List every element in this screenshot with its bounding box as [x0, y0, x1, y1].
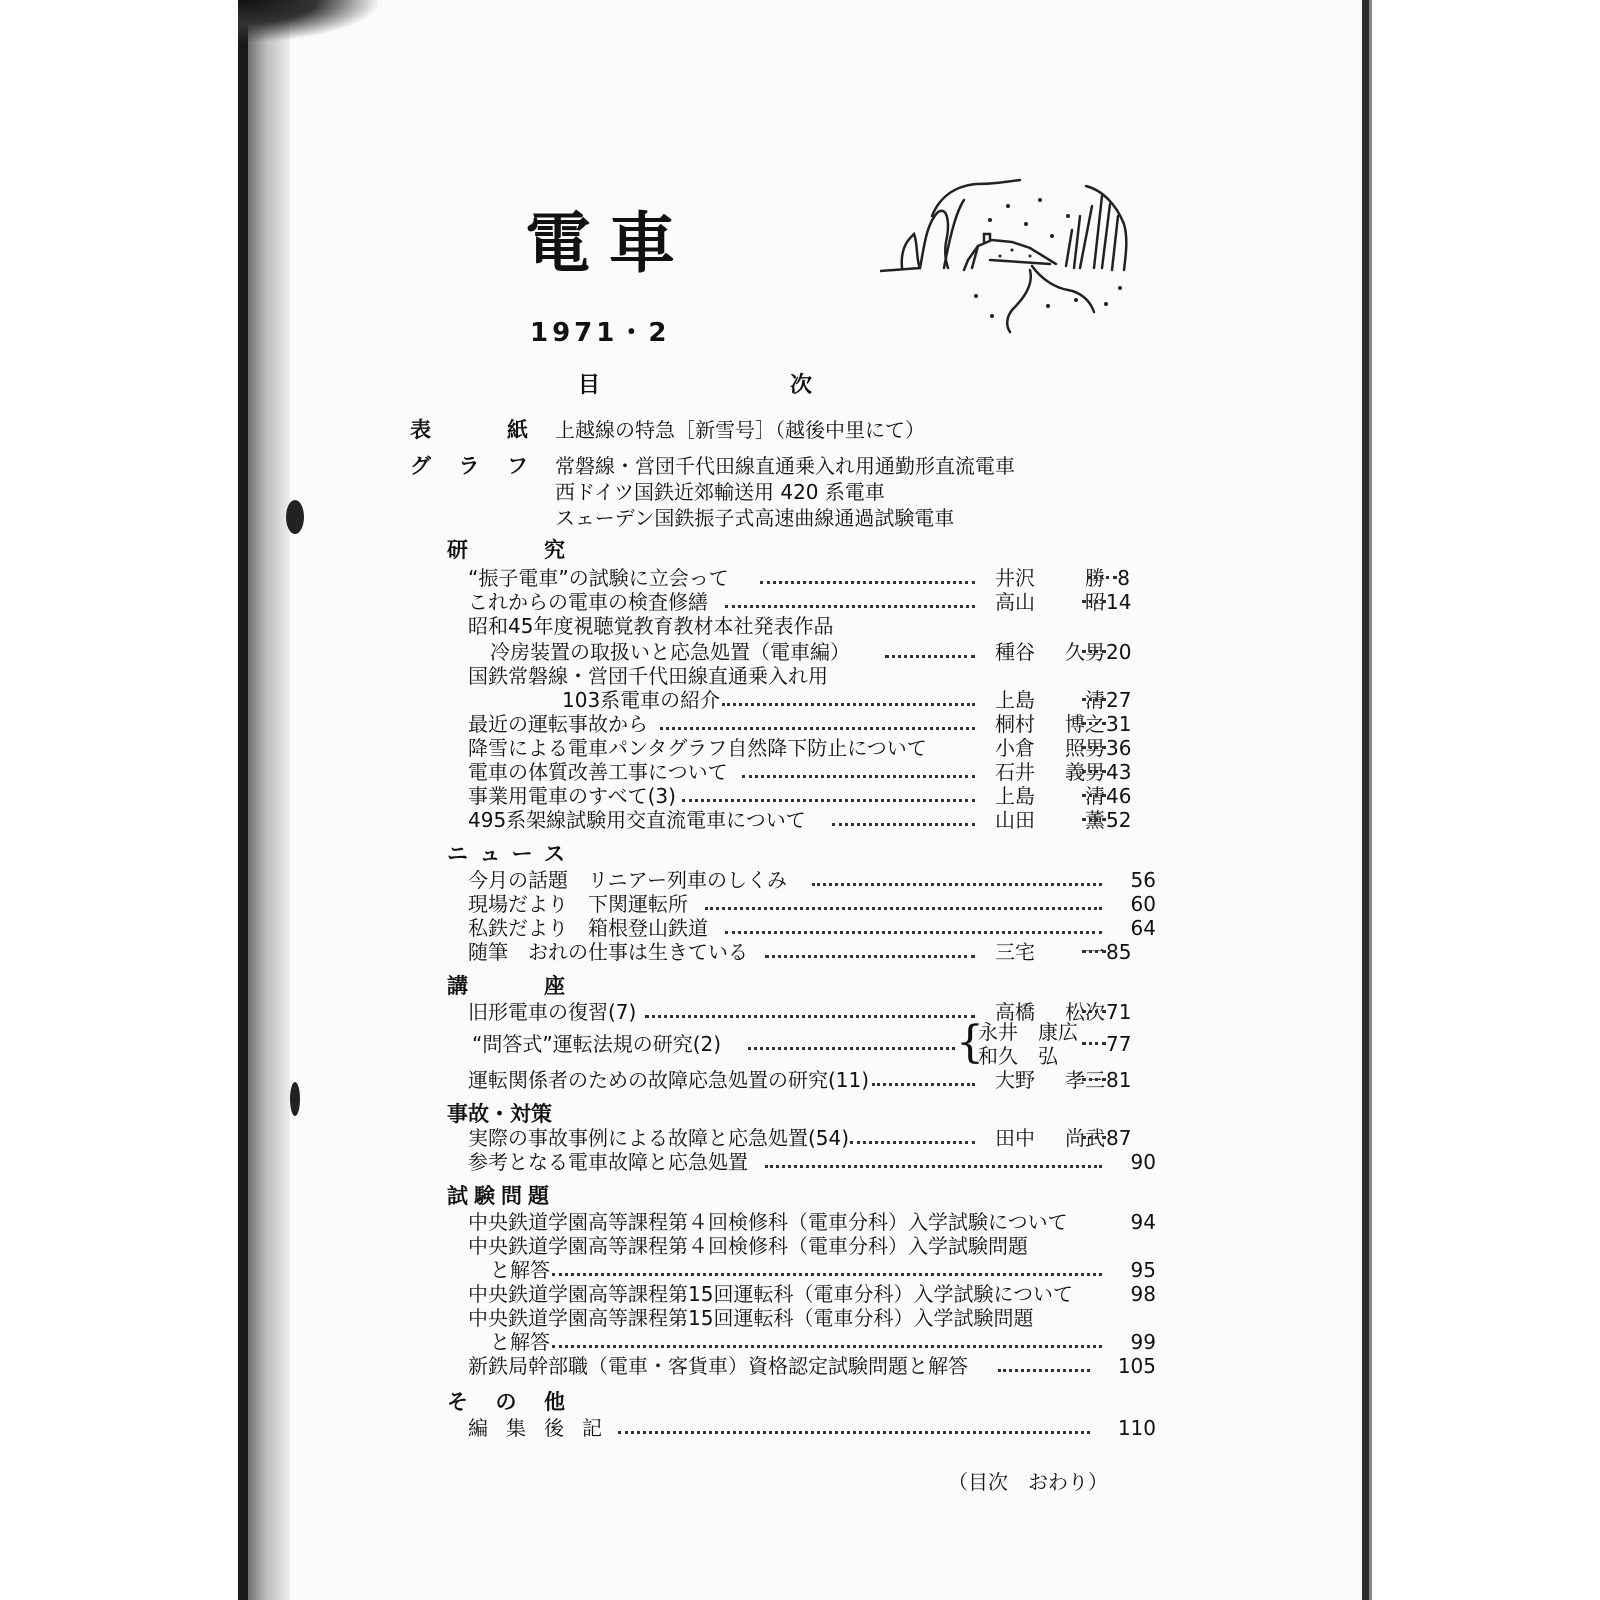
dot-leader — [1082, 1010, 1106, 1013]
entry-title: 103系電車の紹介 — [562, 688, 721, 712]
entry-page: 56 — [1130, 868, 1156, 892]
entry-page-number: 81 — [1106, 1068, 1132, 1092]
entry-title: 今月の話題 リニアー列車のしくみ — [468, 868, 787, 892]
section-title-char: ニ — [447, 842, 468, 866]
author-name-part: 井沢 — [995, 566, 1035, 590]
entry-page: 64 — [1130, 916, 1156, 940]
dot-leader — [660, 727, 975, 730]
toc-entry — [0, 784, 1160, 808]
toc-entry — [0, 1416, 1160, 1440]
toc-entry — [0, 760, 1160, 784]
dot-leader — [1082, 1042, 1106, 1045]
snow-house-illustration — [880, 176, 1140, 336]
dot-leader — [1082, 722, 1106, 725]
author-name-part: 薫 — [1085, 808, 1105, 832]
entry-page — [1082, 712, 1130, 736]
entry-page-number: 52 — [1106, 808, 1132, 832]
entry-title: 495系架線試験用交直流電車について — [468, 808, 806, 832]
entry-page — [1082, 1068, 1130, 1092]
entry-title: 参考となる電車故障と応急処置 — [468, 1150, 748, 1174]
toc-end-note: （目次 おわり） — [948, 1470, 1108, 1494]
section-title-char: 座 — [544, 974, 565, 998]
section-title-char: 他 — [544, 1390, 565, 1414]
dot-leader — [618, 1431, 1090, 1434]
toc-entry — [0, 940, 1160, 964]
entry-page-number: 36 — [1106, 736, 1132, 760]
dot-leader — [832, 823, 975, 826]
dot-leader — [552, 1345, 1102, 1348]
graph-label — [410, 454, 528, 478]
author-name-part: 高山 — [995, 590, 1035, 614]
toc-entry — [0, 1210, 1160, 1234]
author-name-part: 義男 — [1065, 760, 1105, 784]
toc-entry — [0, 1068, 1160, 1092]
entry-page — [1082, 566, 1130, 590]
cover-label-char: 表 — [410, 418, 431, 442]
dot-leader — [1082, 950, 1106, 953]
dot-leader — [872, 1083, 975, 1086]
toc-entry — [0, 640, 1160, 664]
entry-page — [1082, 940, 1130, 964]
dot-leader — [1082, 770, 1106, 773]
toc-entry — [0, 736, 1160, 760]
entry-title: 国鉄常磐線・営団千代田線直通乗入れ用 — [468, 664, 828, 688]
toc-entry — [0, 1126, 1160, 1150]
dot-leader — [1082, 650, 1106, 653]
dot-leader — [722, 703, 975, 706]
toc-entry — [0, 868, 1160, 892]
entry-page: 105 — [1117, 1354, 1156, 1378]
entry-title: 中央鉄道学園高等課程第15回運転科（電車分科）入学試験について — [468, 1282, 1074, 1306]
entry-page: 94 — [1130, 1210, 1156, 1234]
section-title-exam: 試験問題 — [447, 1184, 555, 1208]
dot-leader — [1087, 576, 1117, 579]
cover-description: 上越線の特急［新雪号］（越後中里にて） — [555, 418, 925, 442]
toc-entry — [0, 1354, 1160, 1378]
author-name-part: 清 — [1085, 688, 1105, 712]
entry-page-number: 85 — [1106, 940, 1132, 964]
entry-page — [1082, 590, 1130, 614]
magazine-title: 電車 — [525, 204, 693, 282]
author-name-part: 尚武 — [1065, 1126, 1105, 1150]
entry-author: 和久 弘 — [978, 1044, 1058, 1068]
author-name-part: 田中 — [995, 1126, 1035, 1150]
entry-title: 実際の事故事例による故障と応急処置(54) — [468, 1126, 850, 1150]
author-name-part: 上島 — [995, 688, 1035, 712]
author-name-part: 三宅 — [995, 940, 1035, 964]
toc-entry — [0, 1282, 1160, 1306]
section-title-lecture — [447, 974, 565, 998]
section-title-char: 研 — [447, 538, 468, 562]
entry-title: 中央鉄道学園高等課程第15回運転科（電車分科）入学試験問題 — [468, 1306, 1034, 1330]
entry-title: と解答 — [490, 1258, 550, 1282]
entry-page — [1082, 640, 1130, 664]
dot-leader — [1082, 1136, 1106, 1139]
toc-entry — [0, 566, 1160, 590]
entry-title: 昭和45年度視聴覚教育教材本社発表作品 — [468, 614, 834, 638]
entry-title: 編集後記 — [468, 1416, 620, 1440]
graph-item: スェーデン国鉄振子式高速曲線通過試験電車 — [555, 506, 955, 530]
graph-item: 常磐線・営団千代田線直通乗入れ用通勤形直流電車 — [555, 454, 1015, 478]
section-title-accident: 事故・対策 — [447, 1102, 552, 1126]
author-name-part: 勝 — [1085, 566, 1105, 590]
dot-leader — [765, 955, 975, 958]
dot-leader — [742, 775, 975, 778]
graph-label-char: ラ — [458, 454, 480, 478]
dot-leader — [1082, 746, 1106, 749]
section-title-char: ー — [511, 842, 533, 866]
dot-leader — [1082, 794, 1106, 797]
toc-entry — [0, 1150, 1160, 1174]
toc-entry — [0, 808, 1160, 832]
entry-page-number: 27 — [1106, 688, 1132, 712]
author-name-part: 清 — [1085, 784, 1105, 808]
entry-title: “振子電車”の試験に立会って — [468, 566, 729, 590]
entry-page — [1082, 736, 1130, 760]
cover-label-char: 紙 — [507, 418, 528, 442]
dot-leader — [725, 931, 1102, 934]
author-name-part: 照男 — [1065, 736, 1105, 760]
entry-title: 私鉄だより 箱根登山鉄道 — [468, 916, 708, 940]
author-name-part: 大野 — [995, 1068, 1035, 1092]
author-name-part: 孝三 — [1065, 1068, 1105, 1092]
entry-page: 95 — [1130, 1258, 1156, 1282]
entry-page — [1082, 688, 1130, 712]
entry-title: 中央鉄道学園高等課程第４回検修科（電車分科）入学試験について — [468, 1210, 1068, 1234]
entry-page — [1082, 1000, 1130, 1024]
entry-page-number: 8 — [1117, 566, 1130, 590]
section-title-char: 究 — [544, 538, 565, 562]
issue-date: 1971・2 — [530, 318, 671, 348]
author-name-part: 松次 — [1065, 1000, 1105, 1024]
entry-page-number: 46 — [1106, 784, 1132, 808]
author-name-part: 高橋 — [995, 1000, 1035, 1024]
dot-leader — [885, 655, 975, 658]
graph-item: 西ドイツ国鉄近郊輸送用 420 系電車 — [555, 480, 885, 504]
toc-entry — [0, 916, 1160, 940]
entry-title: 冷房装置の取扱いと応急処置（電車編） — [490, 640, 850, 664]
section-title-char: の — [495, 1390, 517, 1414]
dot-leader — [725, 605, 975, 608]
toc-entry — [0, 712, 1160, 736]
toc-heading: 目 次 — [578, 373, 897, 398]
entry-page — [1082, 1032, 1130, 1056]
author-name-part: 博之 — [1065, 712, 1105, 736]
entry-page — [1082, 808, 1130, 832]
brace-icon: { — [956, 1017, 984, 1068]
entry-title: 随筆 おれの仕事は生きている — [468, 940, 748, 964]
dot-leader — [812, 883, 1102, 886]
author-name-part: 小倉 — [995, 736, 1035, 760]
entry-author: 永井 康広 — [978, 1020, 1078, 1044]
entry-title: 事業用電車のすべて(3) — [468, 784, 676, 808]
section-title-char: そ — [447, 1390, 468, 1414]
dot-leader — [552, 1273, 1102, 1276]
dot-leader — [705, 907, 1102, 910]
author-name-part: 久男 — [1065, 640, 1105, 664]
dot-leader — [645, 1015, 975, 1018]
entry-page: 60 — [1130, 892, 1156, 916]
entry-title: 運転関係者のための故障応急処置の研究(11) — [468, 1068, 870, 1092]
toc-entry — [0, 590, 1160, 614]
entry-page: 99 — [1130, 1330, 1156, 1354]
dot-leader — [998, 1369, 1090, 1372]
section-title-char: ス — [543, 842, 565, 866]
entry-page: 98 — [1130, 1282, 1156, 1306]
entry-title: “問答式”運転法規の研究(2) — [472, 1032, 722, 1056]
entry-page-number: 77 — [1106, 1032, 1132, 1056]
entry-title: 電車の体質改善工事について — [468, 760, 728, 784]
entry-page-number: 71 — [1106, 1000, 1132, 1024]
toc-entry — [0, 688, 1160, 712]
entry-title: 最近の運転事故から — [468, 712, 648, 736]
binding-hole — [286, 500, 304, 534]
entry-page — [1082, 784, 1130, 808]
section-title-char: 講 — [447, 974, 468, 998]
author-name-part: 上島 — [995, 784, 1035, 808]
dot-leader — [1082, 698, 1106, 701]
dot-leader — [1082, 818, 1106, 821]
dot-leader — [760, 581, 975, 584]
entry-page: 90 — [1130, 1150, 1156, 1174]
entry-page — [1082, 1126, 1130, 1150]
page-curl-shadow — [238, 0, 378, 42]
dot-leader — [748, 1047, 955, 1050]
toc-entry — [0, 892, 1160, 916]
entry-title: 旧形電車の復習(7) — [468, 1000, 637, 1024]
toc-entry — [0, 1330, 1160, 1354]
author-name-part: 一 — [1085, 940, 1105, 964]
dot-leader — [682, 799, 975, 802]
entry-page — [1082, 760, 1130, 784]
entry-title: これからの電車の検査修繕 — [468, 590, 708, 614]
entry-page-number: 87 — [1106, 1126, 1132, 1150]
entry-title: 新鉄局幹部職（電車・客貨車）資格認定試験問題と解答 — [468, 1354, 968, 1378]
author-name-part: 桐村 — [995, 712, 1035, 736]
entry-page: 110 — [1117, 1416, 1156, 1440]
section-title-other — [447, 1390, 565, 1414]
entry-page-number: 20 — [1106, 640, 1132, 664]
graph-label-char: グ — [410, 454, 431, 478]
author-name-part: 石井 — [995, 760, 1035, 784]
dot-leader — [1082, 600, 1106, 603]
section-title-news — [447, 842, 565, 866]
author-name-part: 山田 — [995, 808, 1035, 832]
section-title-research — [447, 538, 565, 562]
page-right-edge — [1362, 0, 1369, 1600]
cover-label — [410, 418, 528, 442]
section-title-char: ュ — [479, 842, 501, 866]
entry-title: と解答 — [490, 1330, 550, 1354]
dot-leader — [850, 1141, 975, 1144]
scan-right-margin — [1372, 0, 1600, 1600]
entry-title: 中央鉄道学園高等課程第４回検修科（電車分科）入学試験問題 — [468, 1234, 1028, 1258]
dot-leader — [765, 1165, 1102, 1168]
toc-entry — [0, 1258, 1160, 1282]
entry-page-number: 43 — [1106, 760, 1132, 784]
entry-page-number: 14 — [1106, 590, 1132, 614]
graph-label-char: フ — [507, 454, 528, 478]
entry-page-number: 31 — [1106, 712, 1132, 736]
author-name-part: 昭 — [1085, 590, 1105, 614]
entry-title: 現場だより 下関運転所 — [468, 892, 688, 916]
author-name-part: 種谷 — [995, 640, 1035, 664]
entry-title: 降雪による電車パンタグラフ自然降下防止について — [468, 736, 927, 760]
dot-leader — [1082, 1078, 1106, 1081]
